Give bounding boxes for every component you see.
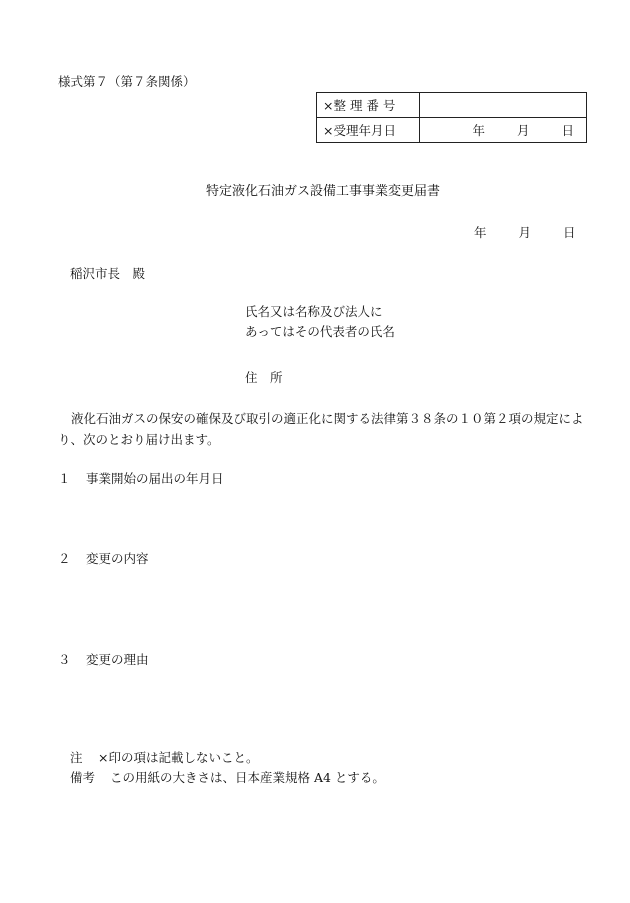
item-number: ２ xyxy=(58,551,71,566)
note-text: ×印の項は記載しないこと。 xyxy=(98,750,259,765)
document-title: 特定液化石油ガス設備工事事業変更届書 xyxy=(206,184,441,199)
remark xyxy=(70,770,385,785)
addressee: 稲沢市長 殿 xyxy=(70,266,146,281)
item-label: 事業開始の届出の年月日 xyxy=(86,471,224,486)
receipt-date-value xyxy=(420,118,587,143)
body-text: 液化石油ガスの保安の確保及び取引の適正化に関する法律第３８条の１０第２項の規定により、次のとおり届け出ます。 xyxy=(58,411,584,447)
item-change-reason xyxy=(58,652,149,667)
remark-label: 備考 xyxy=(70,770,96,785)
item-label: 変更の理由 xyxy=(86,652,149,667)
receipt-date-label: ×受理年月日 xyxy=(317,118,420,143)
receipt-day-unit: 日 xyxy=(561,122,574,138)
note xyxy=(70,750,258,765)
remark-text: この用紙の大きさは、日本産業規格 A4 とする。 xyxy=(110,770,385,785)
receipt-year-unit: 年 xyxy=(472,122,485,138)
table-row xyxy=(317,118,587,143)
office-use-table xyxy=(316,92,587,143)
item-label: 変更の内容 xyxy=(86,551,149,566)
filing-day-unit: 日 xyxy=(563,225,576,240)
reference-number-label: ×整 理 番 号 xyxy=(317,93,420,118)
item-number: １ xyxy=(58,471,71,486)
filing-date xyxy=(474,225,576,240)
item-change-content xyxy=(58,551,149,566)
reference-number-value xyxy=(420,93,587,118)
table-row xyxy=(317,93,587,118)
item-number: ３ xyxy=(58,652,71,667)
form-number-label: 様式第７（第７条関係） xyxy=(58,74,196,89)
filing-year-unit: 年 xyxy=(474,225,487,240)
applicant-address-label: 住 所 xyxy=(245,370,283,385)
note-label: 注 xyxy=(70,750,83,765)
item-business-start-date xyxy=(58,471,224,486)
applicant-name-label xyxy=(245,302,395,342)
applicant-name-line1: 氏名又は名称及び法人に xyxy=(245,304,383,319)
applicant-name-line2: あってはその代表者の氏名 xyxy=(245,324,395,339)
receipt-month-unit: 月 xyxy=(516,122,530,138)
filing-month-unit: 月 xyxy=(518,225,532,240)
